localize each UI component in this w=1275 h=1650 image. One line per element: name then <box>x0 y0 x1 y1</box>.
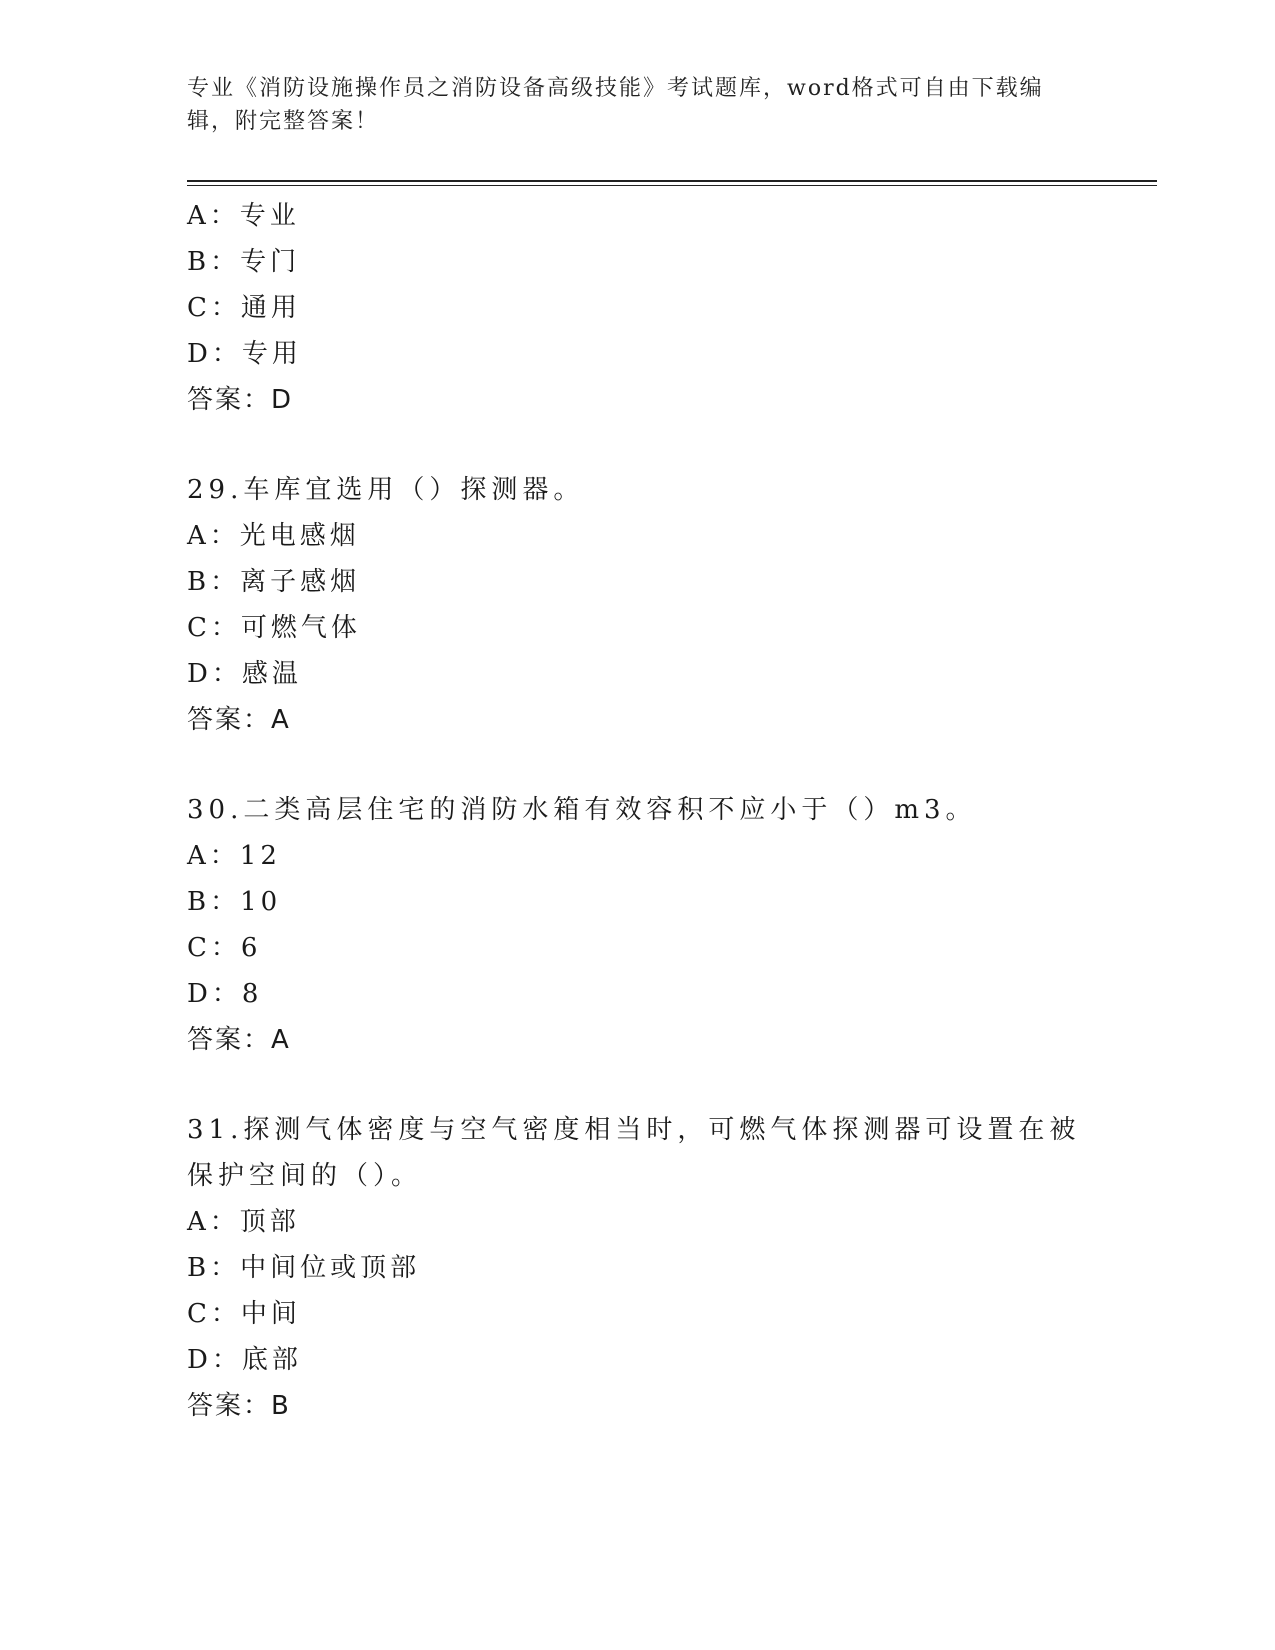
option-d: D：8 <box>187 979 263 1009</box>
question-stem: 29.车库宜选用（）探测器。 <box>187 475 585 505</box>
option-c: C：中间 <box>187 1299 301 1329</box>
header-divider <box>187 180 1157 182</box>
question-28-continued <box>187 193 1157 423</box>
option-b: B：专门 <box>187 247 301 277</box>
question-list <box>187 193 1157 1473</box>
option-c: C：可燃气体 <box>187 613 361 643</box>
option-a: A：专业 <box>187 201 300 231</box>
option-d: D：底部 <box>187 1345 302 1375</box>
question-29 <box>187 467 1157 743</box>
document-header: 专业《消防设施操作员之消防设备高级技能》考试题库，word格式可自由下载编辑，附完整答案！ <box>187 76 1044 134</box>
option-d: D：感温 <box>187 659 302 689</box>
option-b: B：离子感烟 <box>187 567 361 597</box>
option-a: A：顶部 <box>187 1207 300 1237</box>
question-31 <box>187 1107 1157 1429</box>
option-a: A：12 <box>187 841 281 871</box>
option-b: B：中间位或顶部 <box>187 1253 421 1283</box>
question-30 <box>187 787 1157 1063</box>
answer: 答案：A <box>187 1025 291 1055</box>
option-c: C：通用 <box>187 293 301 323</box>
question-stem: 31.探测气体密度与空气密度相当时，可燃气体探测器可设置在被保护空间的（）。 <box>187 1115 1081 1191</box>
document-page <box>187 0 1157 1650</box>
header-divider-thin <box>187 185 1157 186</box>
answer: 答案：D <box>187 385 294 415</box>
option-c: C：6 <box>187 933 262 963</box>
option-a: A：光电感烟 <box>187 521 360 551</box>
answer: 答案：A <box>187 705 291 735</box>
question-stem: 30.二类高层住宅的消防水箱有效容积不应小于（）m3。 <box>187 795 977 825</box>
answer: 答案：B <box>187 1391 291 1421</box>
option-b: B：10 <box>187 887 282 917</box>
option-d: D：专用 <box>187 339 302 369</box>
